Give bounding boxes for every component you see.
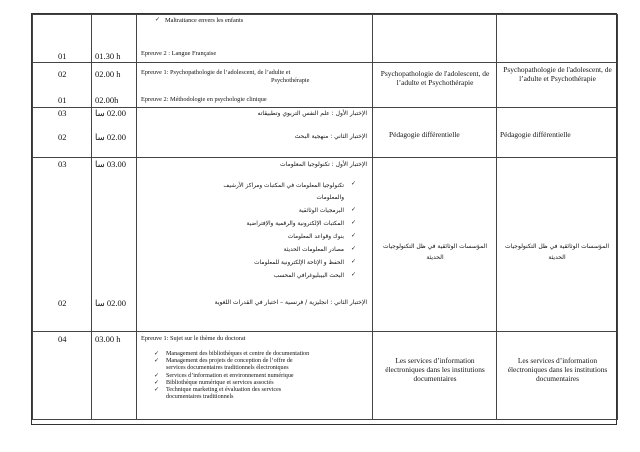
list-item: Services d’information et environnement numérique bbox=[166, 373, 294, 379]
list-item: البحث البيبليوغرافي المحسب bbox=[273, 273, 344, 279]
specialty-cell bbox=[497, 15, 618, 63]
duration-value: 02.00 h bbox=[95, 69, 121, 79]
specialty-name: Pédagogie différentielle bbox=[500, 130, 571, 139]
list-item: الحفظ و الإتاحة الإلكترونية للمعلومات bbox=[254, 260, 344, 266]
duration-value: 02.00 سا bbox=[95, 298, 126, 308]
duration-cell bbox=[92, 15, 137, 63]
list-item: Management des projets de conception de l’offre de bbox=[166, 358, 293, 364]
table-row bbox=[33, 108, 618, 158]
list-item: Management des bibliothèques et centre de documentation bbox=[166, 351, 310, 357]
exam-cell bbox=[137, 15, 373, 63]
coefficient-cell bbox=[33, 332, 92, 420]
duration-cell bbox=[92, 108, 137, 158]
duration-value: 02.00 سا bbox=[95, 132, 126, 142]
duration-value: 03.00 سا bbox=[95, 159, 126, 169]
specialty-name: Psychopathologie de l'adolescent, de l’adulte et Psychothérapie bbox=[503, 65, 612, 84]
duration-value: 01.30 h bbox=[95, 51, 121, 61]
exam-title: الإختبار الأول : تكنولوجيا المعلومات bbox=[280, 161, 367, 168]
exam-title: الإختبار الأول : علم النفس التربوي وتطبيقاته bbox=[257, 110, 367, 117]
exam-title: الإختبار الثاني : منهجية البحث bbox=[294, 133, 367, 140]
coefficient-value: 01 bbox=[58, 51, 67, 61]
list-item: بنوك وقواعد المعلومات bbox=[287, 234, 344, 240]
check-icon: ✓ bbox=[154, 350, 160, 357]
check-icon: ✓ bbox=[351, 206, 357, 213]
specialty-name: Les services d’information électroniques dans les institutions documentaires bbox=[385, 356, 485, 384]
specialty-cell bbox=[373, 158, 497, 332]
specialty-name: Les services d’information électroniques dans les institutions documentaires bbox=[507, 356, 608, 384]
list-item: Maltraitance envers les enfants bbox=[165, 17, 244, 24]
specialty-cell bbox=[373, 332, 497, 420]
exam-schedule-table bbox=[32, 14, 618, 420]
duration-cell bbox=[92, 158, 137, 332]
check-icon: ✓ bbox=[351, 219, 357, 226]
specialty-name: Pédagogie différentielle bbox=[389, 130, 460, 139]
specialty-cell bbox=[497, 108, 618, 158]
coefficient-cell bbox=[33, 158, 92, 332]
exam-title-continued: Psychothérapie bbox=[271, 77, 310, 84]
exam-cell bbox=[137, 63, 373, 108]
specialty-cell bbox=[497, 63, 618, 108]
specialty-name: المؤسسات الوثائقية في ظل التكنولوجيات الحديثة bbox=[382, 243, 487, 261]
exam-title: Epreuve 2: Méthodologie en psychologie clinique bbox=[141, 96, 267, 103]
specialty-cell bbox=[373, 108, 497, 158]
coefficient-value: 02 bbox=[58, 298, 67, 308]
list-item: Bibliothèque numérique et services associés bbox=[166, 380, 274, 386]
duration-cell bbox=[92, 63, 137, 108]
coefficient-cell bbox=[33, 15, 92, 63]
coefficient-cell bbox=[33, 63, 92, 108]
check-icon: ✓ bbox=[154, 379, 160, 386]
duration-value: 02.00h bbox=[95, 95, 119, 105]
list-item: والمعلومات bbox=[316, 195, 344, 201]
table-row bbox=[33, 15, 618, 63]
check-icon: ✓ bbox=[154, 386, 160, 393]
check-icon: ✓ bbox=[155, 16, 161, 23]
specialty-cell bbox=[373, 63, 497, 108]
exam-cell bbox=[137, 158, 373, 332]
exam-title: Epreuve 2 : Langue Française bbox=[141, 50, 217, 57]
duration-value: 02.00 سا bbox=[95, 108, 126, 118]
coefficient-value: 03 bbox=[58, 159, 67, 169]
exam-title: Epreuve 1: Psychopathologie de l’adolescent, de l’adulte et bbox=[141, 69, 291, 76]
list-item-continued: documentaires traditionnels bbox=[166, 394, 234, 400]
coefficient-value: 02 bbox=[58, 132, 67, 142]
specialty-name: المؤسسات الوثائقية في ظل التكنولوجيات الحديثة bbox=[504, 243, 609, 261]
check-icon: ✓ bbox=[154, 357, 160, 364]
specialty-cell bbox=[497, 332, 618, 420]
coefficient-value: 02 bbox=[58, 69, 67, 79]
specialty-cell bbox=[373, 15, 497, 63]
list-item: البرمجيات الوثائقية bbox=[298, 208, 344, 214]
list-item: مصادر المعلومات الحديثة bbox=[283, 247, 344, 253]
check-icon: ✓ bbox=[154, 372, 160, 379]
coefficient-value: 01 bbox=[58, 95, 67, 105]
check-icon: ✓ bbox=[351, 232, 357, 239]
check-icon: ✓ bbox=[351, 271, 357, 278]
exam-title: Epreuve 1: Sujet sur le thème du doctorat bbox=[141, 335, 246, 342]
table-row bbox=[33, 332, 618, 420]
check-icon: ✓ bbox=[351, 180, 357, 187]
list-item-continued: services documentaires traditionnels électroniques bbox=[166, 365, 289, 371]
exam-cell bbox=[137, 332, 373, 420]
list-item: تكنولوجيا المعلومات في المكتبات ومراكز الأرشيف bbox=[223, 183, 344, 189]
duration-cell bbox=[92, 332, 137, 420]
table-row bbox=[33, 63, 618, 108]
specialty-cell bbox=[497, 158, 618, 332]
table-row bbox=[33, 158, 618, 332]
duration-value: 03.00 h bbox=[95, 334, 121, 344]
coefficient-value: 04 bbox=[58, 334, 67, 344]
specialty-name: Psychopathologie de l'adolescent, de l’adulte et Psychothérapie bbox=[380, 69, 490, 88]
coefficient-value: 03 bbox=[58, 108, 67, 118]
exam-cell bbox=[137, 108, 373, 158]
document-page bbox=[31, 13, 617, 425]
coefficient-cell bbox=[33, 108, 92, 158]
check-icon: ✓ bbox=[351, 258, 357, 265]
list-item: المكتبات الإلكترونية والرقمية والإفتراضية bbox=[246, 221, 344, 227]
exam-title: الإختبار الثاني : انجليزية / فرنسية – اختبار في القدرات اللغوية bbox=[214, 299, 367, 306]
check-icon: ✓ bbox=[351, 245, 357, 252]
list-item: Technique marketing et évaluation des services bbox=[166, 387, 282, 393]
